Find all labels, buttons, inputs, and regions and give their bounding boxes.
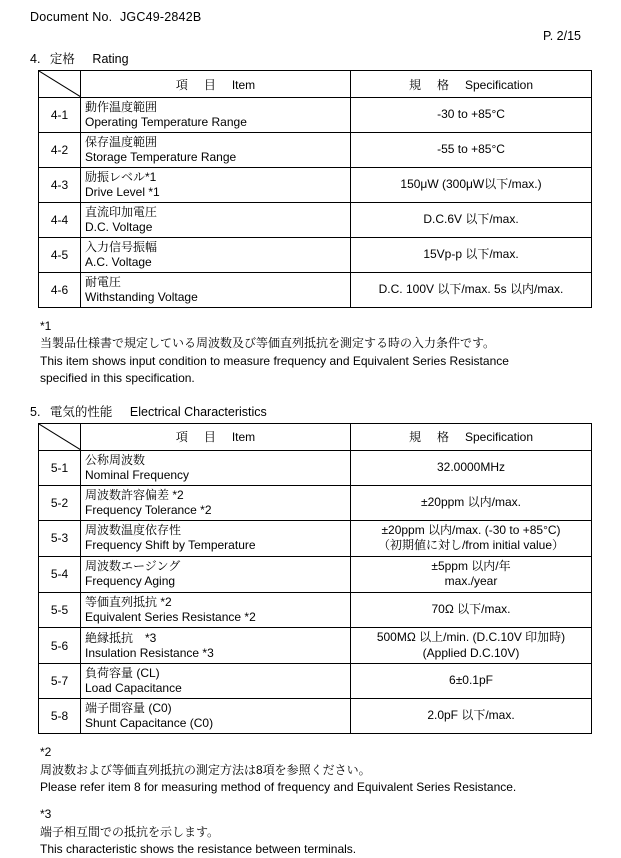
row-item: [81, 273, 351, 308]
section-5-title-en: Electrical Characteristics: [129, 404, 267, 419]
header-item-jp: 項 目: [175, 77, 218, 92]
table-row: [39, 133, 592, 168]
section-4-number: 4.: [30, 52, 41, 66]
header-item-en: Item: [231, 430, 256, 445]
row-item: [81, 168, 351, 203]
row-item-jp: 励振レベル*1: [85, 170, 157, 184]
row-spec: [351, 450, 592, 485]
note-1: [26, 318, 603, 388]
header-item-jp: 項 目: [175, 430, 218, 445]
diagonal-rule-icon: [39, 424, 80, 450]
row-item: [81, 699, 351, 734]
row-spec: [351, 485, 592, 520]
row-item: [81, 133, 351, 168]
note-1-mark: *1: [40, 319, 52, 333]
page-number: P. 2/15: [542, 29, 581, 43]
note-2-mark: *2: [40, 745, 52, 760]
row-item-jp: 周波数温度依存性: [85, 523, 182, 538]
table-header-row: [39, 71, 592, 98]
row-spec: [351, 238, 592, 273]
row-item: [81, 485, 351, 520]
row-item: [81, 520, 351, 556]
row-spec-line1: D.C. 100V 以下/max. 5s 以内/max.: [378, 282, 564, 297]
row-number: 5-1: [39, 450, 81, 485]
row-spec: [351, 168, 592, 203]
table-row: [39, 627, 592, 663]
row-spec-line1: 6±0.1pF: [449, 673, 493, 688]
section-4-title-jp: 定格: [49, 52, 75, 66]
row-item: [81, 592, 351, 627]
note-1-line-3: specified in this specification.: [40, 371, 195, 386]
row-spec-line1: 150μW (300μW以下/max.): [400, 177, 542, 192]
row-item: [81, 556, 351, 592]
table-row: [39, 520, 592, 556]
row-item-en: Nominal Frequency: [85, 467, 190, 482]
row-spec-line1: D.C.6V 以下/max.: [423, 212, 519, 227]
row-item-jp: 耐電圧: [85, 275, 122, 289]
row-number: 4-5: [39, 238, 81, 273]
row-item: [81, 238, 351, 273]
row-spec-line1: 2.0pF 以下/max.: [427, 708, 515, 723]
row-item-jp: 端子間容量 (C0): [85, 701, 172, 716]
document-header: [26, 10, 603, 24]
header-spec-cell: [351, 423, 592, 450]
row-item-jp: 動作温度範囲: [85, 100, 158, 114]
row-item-jp: 等価直列抵抗 *2: [85, 594, 172, 609]
row-spec-line1: ±20ppm 以内/max. (-30 to +85°C): [381, 522, 561, 537]
row-spec: [351, 592, 592, 627]
row-item-en: Frequency Aging: [85, 574, 176, 589]
row-item-en: Drive Level *1: [85, 185, 160, 199]
row-spec-line1: -30 to +85°C: [437, 107, 505, 122]
note-2-line-1: 周波数および等価直列抵抗の測定方法は8項を参照ください。: [40, 762, 371, 777]
header-item-cell: [81, 423, 351, 450]
row-item-en: A.C. Voltage: [85, 255, 152, 269]
table-row: [39, 485, 592, 520]
row-number: 4-2: [39, 133, 81, 168]
row-item-jp: 周波数許容偏差 *2: [85, 487, 184, 502]
row-spec-line1: ±20ppm 以内/max.: [421, 494, 521, 509]
row-item: [81, 203, 351, 238]
note-1-line-2: This item shows input condition to measure frequency and Equivalent Series Resistance: [40, 353, 509, 368]
row-item-en: Withstanding Voltage: [85, 290, 198, 304]
row-item: [81, 450, 351, 485]
row-number: 5-8: [39, 699, 81, 734]
row-item-en: Equivalent Series Resistance *2: [85, 609, 256, 624]
note-2: [26, 744, 603, 796]
row-spec-line2: （初期値に対し/from initial value）: [377, 538, 565, 553]
row-spec: [351, 664, 592, 699]
header-spec-jp: 規 格: [408, 430, 451, 445]
row-item-jp: 公称周波数: [85, 452, 146, 467]
row-number: 5-3: [39, 520, 81, 556]
row-item-jp: 入力信号振幅: [85, 240, 158, 254]
note-3-line-1: 端子相互間での抵抗を示します。: [40, 824, 220, 839]
section-4-heading: [26, 49, 603, 67]
row-item: [81, 98, 351, 133]
row-spec-line1: 15Vp-p 以下/max.: [423, 247, 519, 262]
row-item-en: Frequency Shift by Temperature: [85, 538, 256, 553]
header-corner-cell: [39, 423, 81, 450]
table-row: [39, 592, 592, 627]
section-5-title-jp: 電気的性能: [49, 404, 113, 419]
row-spec: [351, 556, 592, 592]
row-item: [81, 627, 351, 663]
note-2-line-2: Please refer item 8 for measuring method of frequency and Equivalent Series Resistance.: [40, 779, 517, 794]
row-spec-line1: 500MΩ 以上/min. (D.C.10V 印加時): [376, 629, 566, 644]
row-number: 4-4: [39, 203, 81, 238]
header-corner-cell: [39, 71, 81, 98]
row-number: 5-7: [39, 664, 81, 699]
document-number-label: Document No.: [30, 10, 113, 24]
row-number: 5-4: [39, 556, 81, 592]
row-item-jp: 周波数エージング: [85, 559, 181, 574]
rating-table: [38, 70, 592, 308]
diagonal-rule-icon: [39, 71, 80, 97]
table-row: [39, 699, 592, 734]
header-spec-jp: 規 格: [408, 77, 451, 92]
row-item-jp: 絶縁抵抗 *3: [85, 630, 157, 645]
row-spec: [351, 203, 592, 238]
row-spec-line2: max./year: [444, 574, 498, 589]
note-3-mark: *3: [40, 807, 52, 822]
table-row: [39, 98, 592, 133]
row-spec-line1: 70Ω 以下/max.: [431, 602, 511, 617]
row-item-en: Storage Temperature Range: [85, 150, 237, 164]
row-item-en: Load Capacitance: [85, 681, 182, 696]
row-spec-line1: 32.0000MHz: [436, 459, 506, 474]
row-spec: [351, 699, 592, 734]
note-3: [26, 806, 603, 858]
row-spec-line2: (Applied D.C.10V): [422, 645, 520, 660]
table-row: [39, 273, 592, 308]
note-1-line-1: 当製品仕様書で規定している周波数及び等価直列抵抗を測定する時の入力条件です。: [40, 336, 496, 351]
table-row: [39, 664, 592, 699]
section-4-title-en: Rating: [92, 52, 129, 66]
row-number: 4-6: [39, 273, 81, 308]
row-number: 5-5: [39, 592, 81, 627]
row-spec-line1: ±5ppm 以内/年: [431, 558, 511, 573]
row-number: 5-2: [39, 485, 81, 520]
row-number: 4-3: [39, 168, 81, 203]
row-item-en: Operating Temperature Range: [85, 115, 247, 129]
table-row: [39, 556, 592, 592]
table-row: [39, 450, 592, 485]
table-row: [39, 238, 592, 273]
header-spec-en: Specification: [464, 430, 534, 445]
note-3-line-2: This characteristic shows the resistance between terminals.: [40, 842, 357, 857]
row-spec-line1: -55 to +85°C: [437, 142, 505, 157]
row-spec: [351, 520, 592, 556]
section-5-number: 5.: [30, 404, 41, 419]
row-item-en: Frequency Tolerance *2: [85, 502, 212, 517]
row-item-en: D.C. Voltage: [85, 220, 153, 234]
table-header-row: [39, 423, 592, 450]
header-item-en: Item: [231, 77, 256, 92]
row-item-jp: 負荷容量 (CL): [85, 666, 160, 681]
section-5-heading: [26, 402, 603, 420]
row-number: 4-1: [39, 98, 81, 133]
row-number: 5-6: [39, 627, 81, 663]
table-row: [39, 203, 592, 238]
row-item-en: Shunt Capacitance (C0): [85, 716, 214, 731]
table-row: [39, 168, 592, 203]
header-spec-en: Specification: [464, 77, 534, 92]
row-spec: [351, 627, 592, 663]
document-number-value: JGC49-2842B: [119, 10, 202, 24]
row-item-jp: 保存温度範囲: [85, 135, 158, 149]
header-spec-cell: [351, 71, 592, 98]
row-spec: [351, 98, 592, 133]
row-spec: [351, 133, 592, 168]
row-item: [81, 664, 351, 699]
header-item-cell: [81, 71, 351, 98]
row-item-en: Insulation Resistance *3: [85, 645, 214, 660]
row-item-jp: 直流印加電圧: [85, 205, 158, 219]
row-spec: [351, 273, 592, 308]
electrical-characteristics-table: [38, 423, 592, 735]
